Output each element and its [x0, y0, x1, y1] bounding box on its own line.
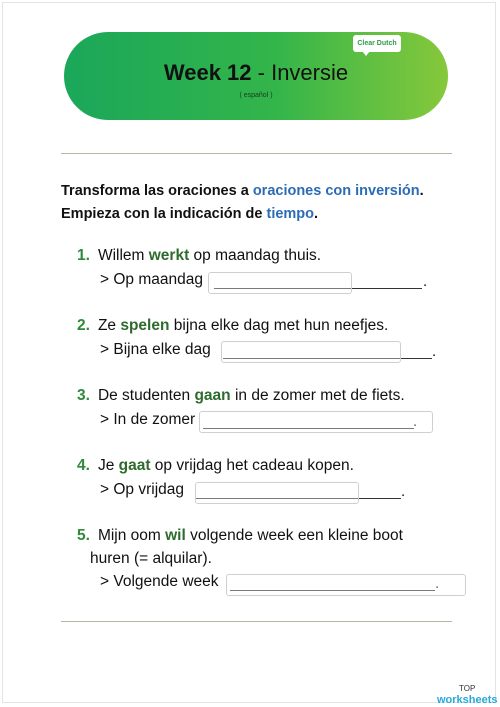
topworksheets-logo: TOP worksheets — [437, 684, 498, 706]
keyword-inversion: oraciones con inversión — [252, 183, 420, 199]
item-number: 5. — [77, 527, 90, 544]
instructions — [61, 180, 461, 226]
answer-input-5[interactable] — [226, 574, 466, 596]
item-number: 2. — [77, 317, 90, 334]
item-verb: gaan — [194, 387, 231, 404]
item-verb: wil — [165, 527, 186, 544]
answer-period-5: . — [435, 575, 440, 592]
answer-input-4[interactable] — [195, 482, 359, 504]
exercise-item-1: 1. Willem werkt op maandag thuis. — [77, 247, 322, 264]
item-verb: gaat — [118, 457, 151, 474]
exercise-item-5: 5. Mijn oom wil volgende week een kleine boot — [77, 527, 403, 544]
brand-logo: Clear Dutch — [353, 35, 401, 52]
item-prompt-3: > In de zomer — [100, 411, 196, 428]
exercise-item-3: 3. De studenten gaan in de zomer met de fiets. — [77, 387, 405, 404]
title-topic: - Inversie — [251, 60, 349, 85]
item-number: 4. — [77, 457, 90, 474]
answer-period-2: . — [432, 343, 437, 360]
answer-period-1: . — [423, 273, 428, 290]
answer-input-1[interactable] — [208, 272, 352, 294]
divider-bottom — [61, 621, 452, 622]
exercise-item-2: 2. Ze spelen bijna elke dag met hun neefjes. — [77, 317, 389, 334]
answer-period-3: . — [413, 413, 418, 430]
page-title — [64, 60, 448, 86]
instructions-line-2: Empieza con la indicación de tiempo. — [61, 206, 319, 222]
item-verb: werkt — [148, 247, 190, 264]
keyword-time: tiempo — [266, 206, 315, 222]
page-subtitle: ( español ) — [239, 92, 273, 99]
answer-period-4: . — [401, 483, 406, 500]
answer-input-3[interactable] — [199, 411, 433, 433]
exercise-item-5-line-2: huren (= alquilar). — [90, 550, 212, 567]
answer-input-2[interactable] — [221, 341, 401, 363]
divider-top — [61, 153, 452, 154]
item-number: 1. — [77, 247, 90, 264]
item-prompt-1: > Op maandag — [100, 271, 203, 288]
item-prompt-5: > Volgende week — [100, 573, 219, 590]
item-prompt-4: > Op vrijdag — [100, 481, 185, 498]
title-week: Week 12 — [163, 60, 252, 85]
item-verb: spelen — [120, 317, 170, 334]
item-prompt-2: > Bijna elke dag — [100, 341, 211, 358]
exercise-item-4: 4. Je gaat op vrijdag het cadeau kopen. — [77, 457, 354, 474]
instructions-line-1: Transforma las oraciones a oraciones con inversión. — [61, 183, 424, 199]
item-number: 3. — [77, 387, 90, 404]
